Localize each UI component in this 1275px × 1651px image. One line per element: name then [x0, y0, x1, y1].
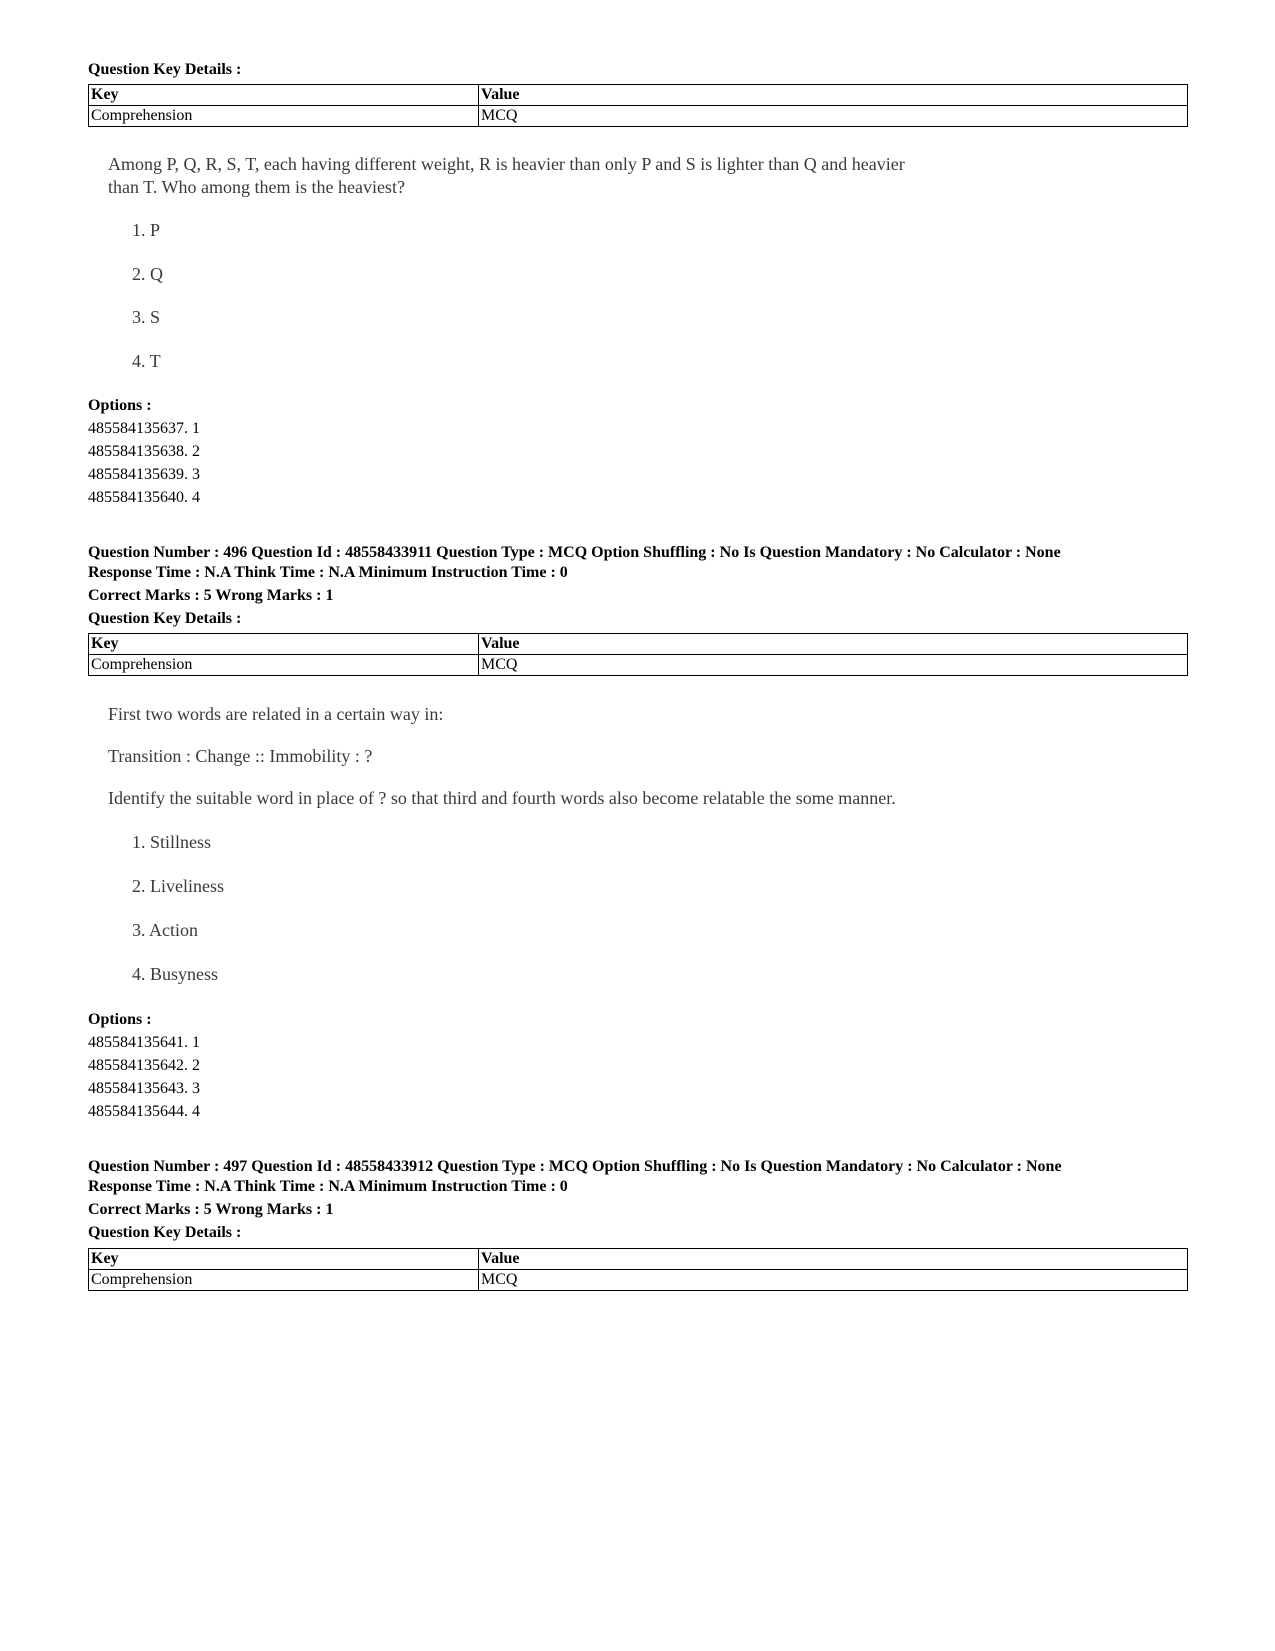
question-meta: Response Time : N.A Think Time : N.A Minimum Instruction Time : 0 — [88, 1178, 568, 1195]
question-text: Identify the suitable word in place of ? so that third and fourth words also become relatable the some manner. — [108, 788, 896, 808]
key-cell: Comprehension — [89, 106, 479, 127]
answer-choice: 2. Liveliness — [132, 876, 224, 896]
options-label: Options : — [88, 397, 152, 414]
option-id: 485584135639. 3 — [88, 466, 200, 483]
question-key-details-label: Question Key Details : — [88, 610, 242, 627]
answer-choice: 3. Action — [132, 920, 198, 940]
question-key-details-label: Question Key Details : — [88, 61, 242, 78]
question-key-table — [88, 1248, 1188, 1291]
value-cell: MCQ — [479, 106, 1188, 127]
question-key-table — [88, 633, 1188, 676]
option-id: 485584135644. 4 — [88, 1103, 200, 1120]
option-id: 485584135643. 3 — [88, 1080, 200, 1097]
question-key-details-label: Question Key Details : — [88, 1224, 242, 1241]
question-text: Transition : Change :: Immobility : ? — [108, 746, 373, 766]
answer-choice: 4. Busyness — [132, 964, 219, 984]
key-header: Key — [89, 1249, 479, 1270]
answer-choice: 1. Stillness — [132, 832, 212, 852]
marks-info: Correct Marks : 5 Wrong Marks : 1 — [88, 1201, 334, 1218]
value-header: Value — [479, 85, 1188, 106]
answer-choice: 2. Q — [132, 264, 163, 284]
question-text: First two words are related in a certain way in: — [108, 704, 444, 724]
key-cell: Comprehension — [89, 655, 479, 676]
option-id: 485584135637. 1 — [88, 420, 200, 437]
value-cell: MCQ — [479, 1270, 1188, 1291]
option-id: 485584135638. 2 — [88, 443, 200, 460]
option-id: 485584135641. 1 — [88, 1034, 200, 1051]
answer-choice: 1. P — [132, 220, 161, 240]
options-label: Options : — [88, 1011, 152, 1028]
value-header: Value — [479, 634, 1188, 655]
answer-choice: 4. T — [132, 351, 161, 371]
question-meta: Response Time : N.A Think Time : N.A Minimum Instruction Time : 0 — [88, 564, 568, 581]
question-meta: Question Number : 496 Question Id : 48558433911 Question Type : MCQ Option Shuffling : No Is Question Mandatory : No Calculator : None — [88, 544, 1061, 561]
question-text: than T. Who among them is the heaviest? — [108, 177, 405, 197]
key-header: Key — [89, 85, 479, 106]
value-header: Value — [479, 1249, 1188, 1270]
value-cell: MCQ — [479, 655, 1188, 676]
marks-info: Correct Marks : 5 Wrong Marks : 1 — [88, 587, 334, 604]
question-meta: Question Number : 497 Question Id : 48558433912 Question Type : MCQ Option Shuffling : No Is Question Mandatory : No Calculator : None — [88, 1158, 1062, 1175]
key-cell: Comprehension — [89, 1270, 479, 1291]
option-id: 485584135640. 4 — [88, 489, 200, 506]
answer-choice: 3. S — [132, 307, 161, 327]
option-id: 485584135642. 2 — [88, 1057, 200, 1074]
question-text: Among P, Q, R, S, T, each having different weight, R is heavier than only P and S is lighter than Q and heavier — [108, 154, 905, 174]
question-key-table — [88, 84, 1188, 127]
key-header: Key — [89, 634, 479, 655]
